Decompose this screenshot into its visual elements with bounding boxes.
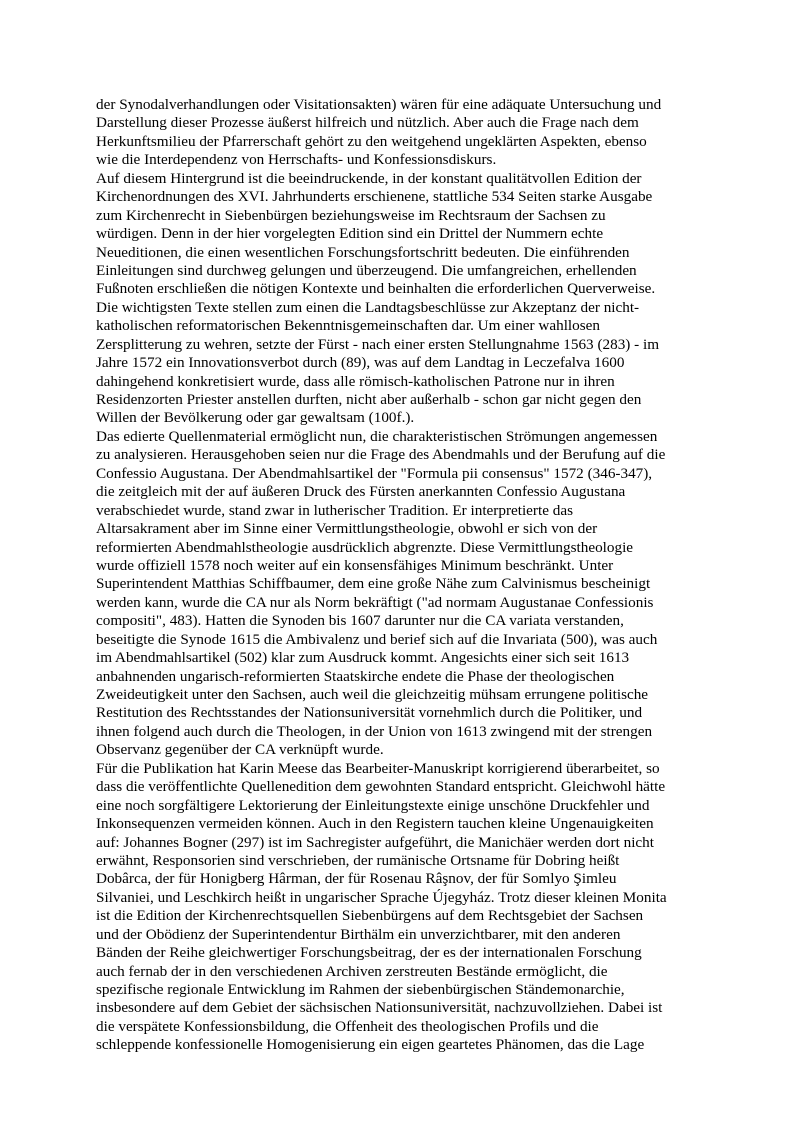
- text-line: der Synodalverhandlungen oder Visitationsakten) wären für eine adäquate Untersuchung und: [96, 96, 662, 113]
- text-line: dahingehend konkretisiert wurde, dass alle römisch-katholischen Patrone nur in ihren: [96, 372, 615, 390]
- text-line: Inkonsequenzen vermeiden können. Auch in den Registern tauchen kleine Ungenauigkeiten: [96, 815, 654, 833]
- text-line: Zersplitterung zu wehren, setzte der Fürst - nach einer ersten Stellungnahme 1563 (283) - im: [96, 335, 660, 353]
- text-line: schleppende konfessionelle Homogenisierung ein eigen geartetes Phänomen, das die Lage: [96, 1036, 645, 1054]
- text-line: erwähnt, Responsorien sind verschrieben, der rumänische Ortsname für Dobring heißt: [96, 851, 620, 869]
- text-line: Altarsakrament aber im Sinne einer Vermittlungstheologie, obwohl er sich von der: [96, 520, 598, 538]
- text-line: Willen der Bevölkerung oder gar gewaltsam (100f.).: [96, 409, 415, 427]
- text-line: ihnen folgend auch durch die Theologen, in der Union von 1613 zwingend mit der strengen: [96, 722, 653, 740]
- text-line: katholischen reformatorischen Bekenntnisgemeinschaften dar. Um einer wahllosen: [96, 317, 600, 335]
- text-line: im Abendmahlsartikel (502) klar zum Ausdruck kommt. Angesichts einer sich seit 1613: [96, 649, 630, 667]
- text-line: Darstellung dieser Prozesse äußerst hilfreich und nützlich. Aber auch die Frage nach dem: [96, 114, 639, 132]
- text-line: Neueditionen, die einen wesentlichen Forschungsfortschritt bedeuten. Die einführenden: [96, 243, 630, 261]
- text-line: auf: Johannes Bogner (297) ist im Sachregister aufgeführt, die Manichäer werden dort nicht: [96, 833, 654, 851]
- text-line: Residenzorten Priester anstellen durften, nicht aber außerhalb - schon gar nicht gegen den: [96, 391, 642, 408]
- text-line: Einleitungen sind durchweg gelungen und überzeugend. Die umfangreichen, erhellenden: [96, 261, 637, 279]
- text-line: Observanz gegenüber der CA verknüpft wurde.: [96, 741, 384, 759]
- text-line: wurde offiziell 1578 noch weiter auf ein konsensfähiges Minimum beschränkt. Unter: [96, 556, 614, 574]
- text-line: compositi", 483). Hatten die Synoden bis 1607 darunter nur die CA variata verstanden,: [96, 612, 624, 630]
- text-line: Herkunftsmilieu der Pfarrerschaft gehört zu den weitgehend ungeklärten Aspekten, ebenso: [96, 132, 647, 150]
- text-line: Jahre 1572 ein Innovationsverbot durch (89), was auf dem Landtag in Leczefalva 1600: [96, 354, 625, 372]
- text-line: Für die Publikation hat Karin Meese das Bearbeiter-Manuskript korrigierend überarbeitet, so: [96, 759, 660, 777]
- text-line: beseitigte die Synode 1615 die Ambivalenz und berief sich auf die Invariata (500), was auch: [96, 630, 658, 648]
- text-line: Confessio Augustana. Der Abendmahlsartikel der "Formula pii consensus" 1572 (346-347),: [96, 464, 653, 482]
- text-line: Das edierte Quellenmaterial ermöglicht nun, die charakteristischen Strömungen angemessen: [96, 427, 658, 445]
- text-line: anbahnenden ungarisch-reformierten Staatskirche endete die Phase der theologischen: [96, 667, 615, 685]
- text-line: verabschiedet wurde, stand zwar in lutherischer Tradition. Er interpretierte das: [96, 501, 573, 519]
- text-line: die zeitgleich mit der auf äußeren Druck des Fürsten anerkannten Confessio Augustana: [96, 483, 626, 501]
- text-line: auch fernab der in den verschiedenen Archiven zerstreuten Bestände ermöglicht, die: [96, 962, 608, 980]
- text-line: die verspätete Konfessionsbildung, die Offenheit des theologischen Profils und die: [96, 1017, 599, 1035]
- text-line: dass die veröffentlichte Quellenedition dem gewohnten Standard entspricht. Gleichwohl hätte: [96, 778, 666, 796]
- text-line: werden kann, wurde die CA nur als Norm bekräftigt ("ad normam Augustanae Confessionis: [96, 593, 654, 611]
- text-line: zu analysieren. Herausgehoben seien nur die Frage des Abendmahls und der Berufung auf die: [96, 446, 666, 464]
- text-line: Silvaniei, und Leschkirch heißt in ungarischer Sprache Újegyház. Trotz dieser kleinen Monita: [96, 888, 667, 906]
- text-line: Fußnoten erschließen die nötigen Kontexte und beinhalten die erforderlichen Querverweise.: [96, 280, 656, 298]
- text-line: Auf diesem Hintergrund ist die beeindruckende, in der konstant qualitätvollen Edition der: [96, 169, 642, 187]
- text-line: Dobârca, der für Honigberg Hârman, der für Rosenau Râşnov, der für Somlyo Şimleu: [96, 870, 617, 888]
- text-line: reformierten Abendmahlstheologie ausdrücklich abgrenzte. Diese Vermittlungstheologie: [96, 538, 634, 556]
- text-line: Kirchenordnungen des XVI. Jahrhunderts erschienene, stattliche 534 Seiten starke Ausgabe: [96, 188, 653, 206]
- text-line: Superintendent Matthias Schiffbaumer, dem eine große Nähe zum Calvinismus bescheinigt: [96, 575, 651, 593]
- text-line: insbesondere auf dem Gebiet der sächsischen Nationsuniversität, nachzuvollziehen. Dabei ist: [96, 999, 663, 1017]
- text-line: zum Kirchenrecht in Siebenbürgen beziehungsweise im Rechtsraum der Sachsen zu: [96, 206, 606, 224]
- text-line: wie die Interdependenz von Herrschafts- und Konfessionsdiskurs.: [96, 151, 497, 169]
- text-line: eine noch sorgfältigere Lektorierung der Einleitungstexte einige unschöne Druckfehler und: [96, 796, 650, 814]
- text-line: ist die Edition der Kirchenrechtsquellen Siebenbürgens auf dem Rechtsgebiet der Sachsen: [96, 907, 644, 925]
- text-line: und der Obödienz der Superintendentur Birthälm ein unverzichtbarer, mit den anderen: [96, 925, 621, 943]
- text-line: spezifische regionale Entwicklung im Rahmen der siebenbürgischen Ständemonarchie,: [96, 981, 625, 998]
- text-line: würdigen. Denn in der hier vorgelegten Edition sind ein Drittel der Nummern echte: [96, 225, 604, 243]
- text-line: Zweideutigkeit unter den Sachsen, auch weil die gleichzeitig mühsam errungene politische: [96, 686, 649, 703]
- text-line: Restitution des Rechtsstandes der Nationsuniversität vornehmlich durch die Politiker, und: [96, 704, 643, 722]
- text-line: Bänden der Reihe gleichwertiger Forschungsbeitrag, der es der internationalen Forschung: [96, 944, 642, 962]
- document-page: [96, 96, 708, 1055]
- text-line: Die wichtigsten Texte stellen zum einen die Landtagsbeschlüsse zur Akzeptanz der nicht-: [96, 298, 640, 316]
